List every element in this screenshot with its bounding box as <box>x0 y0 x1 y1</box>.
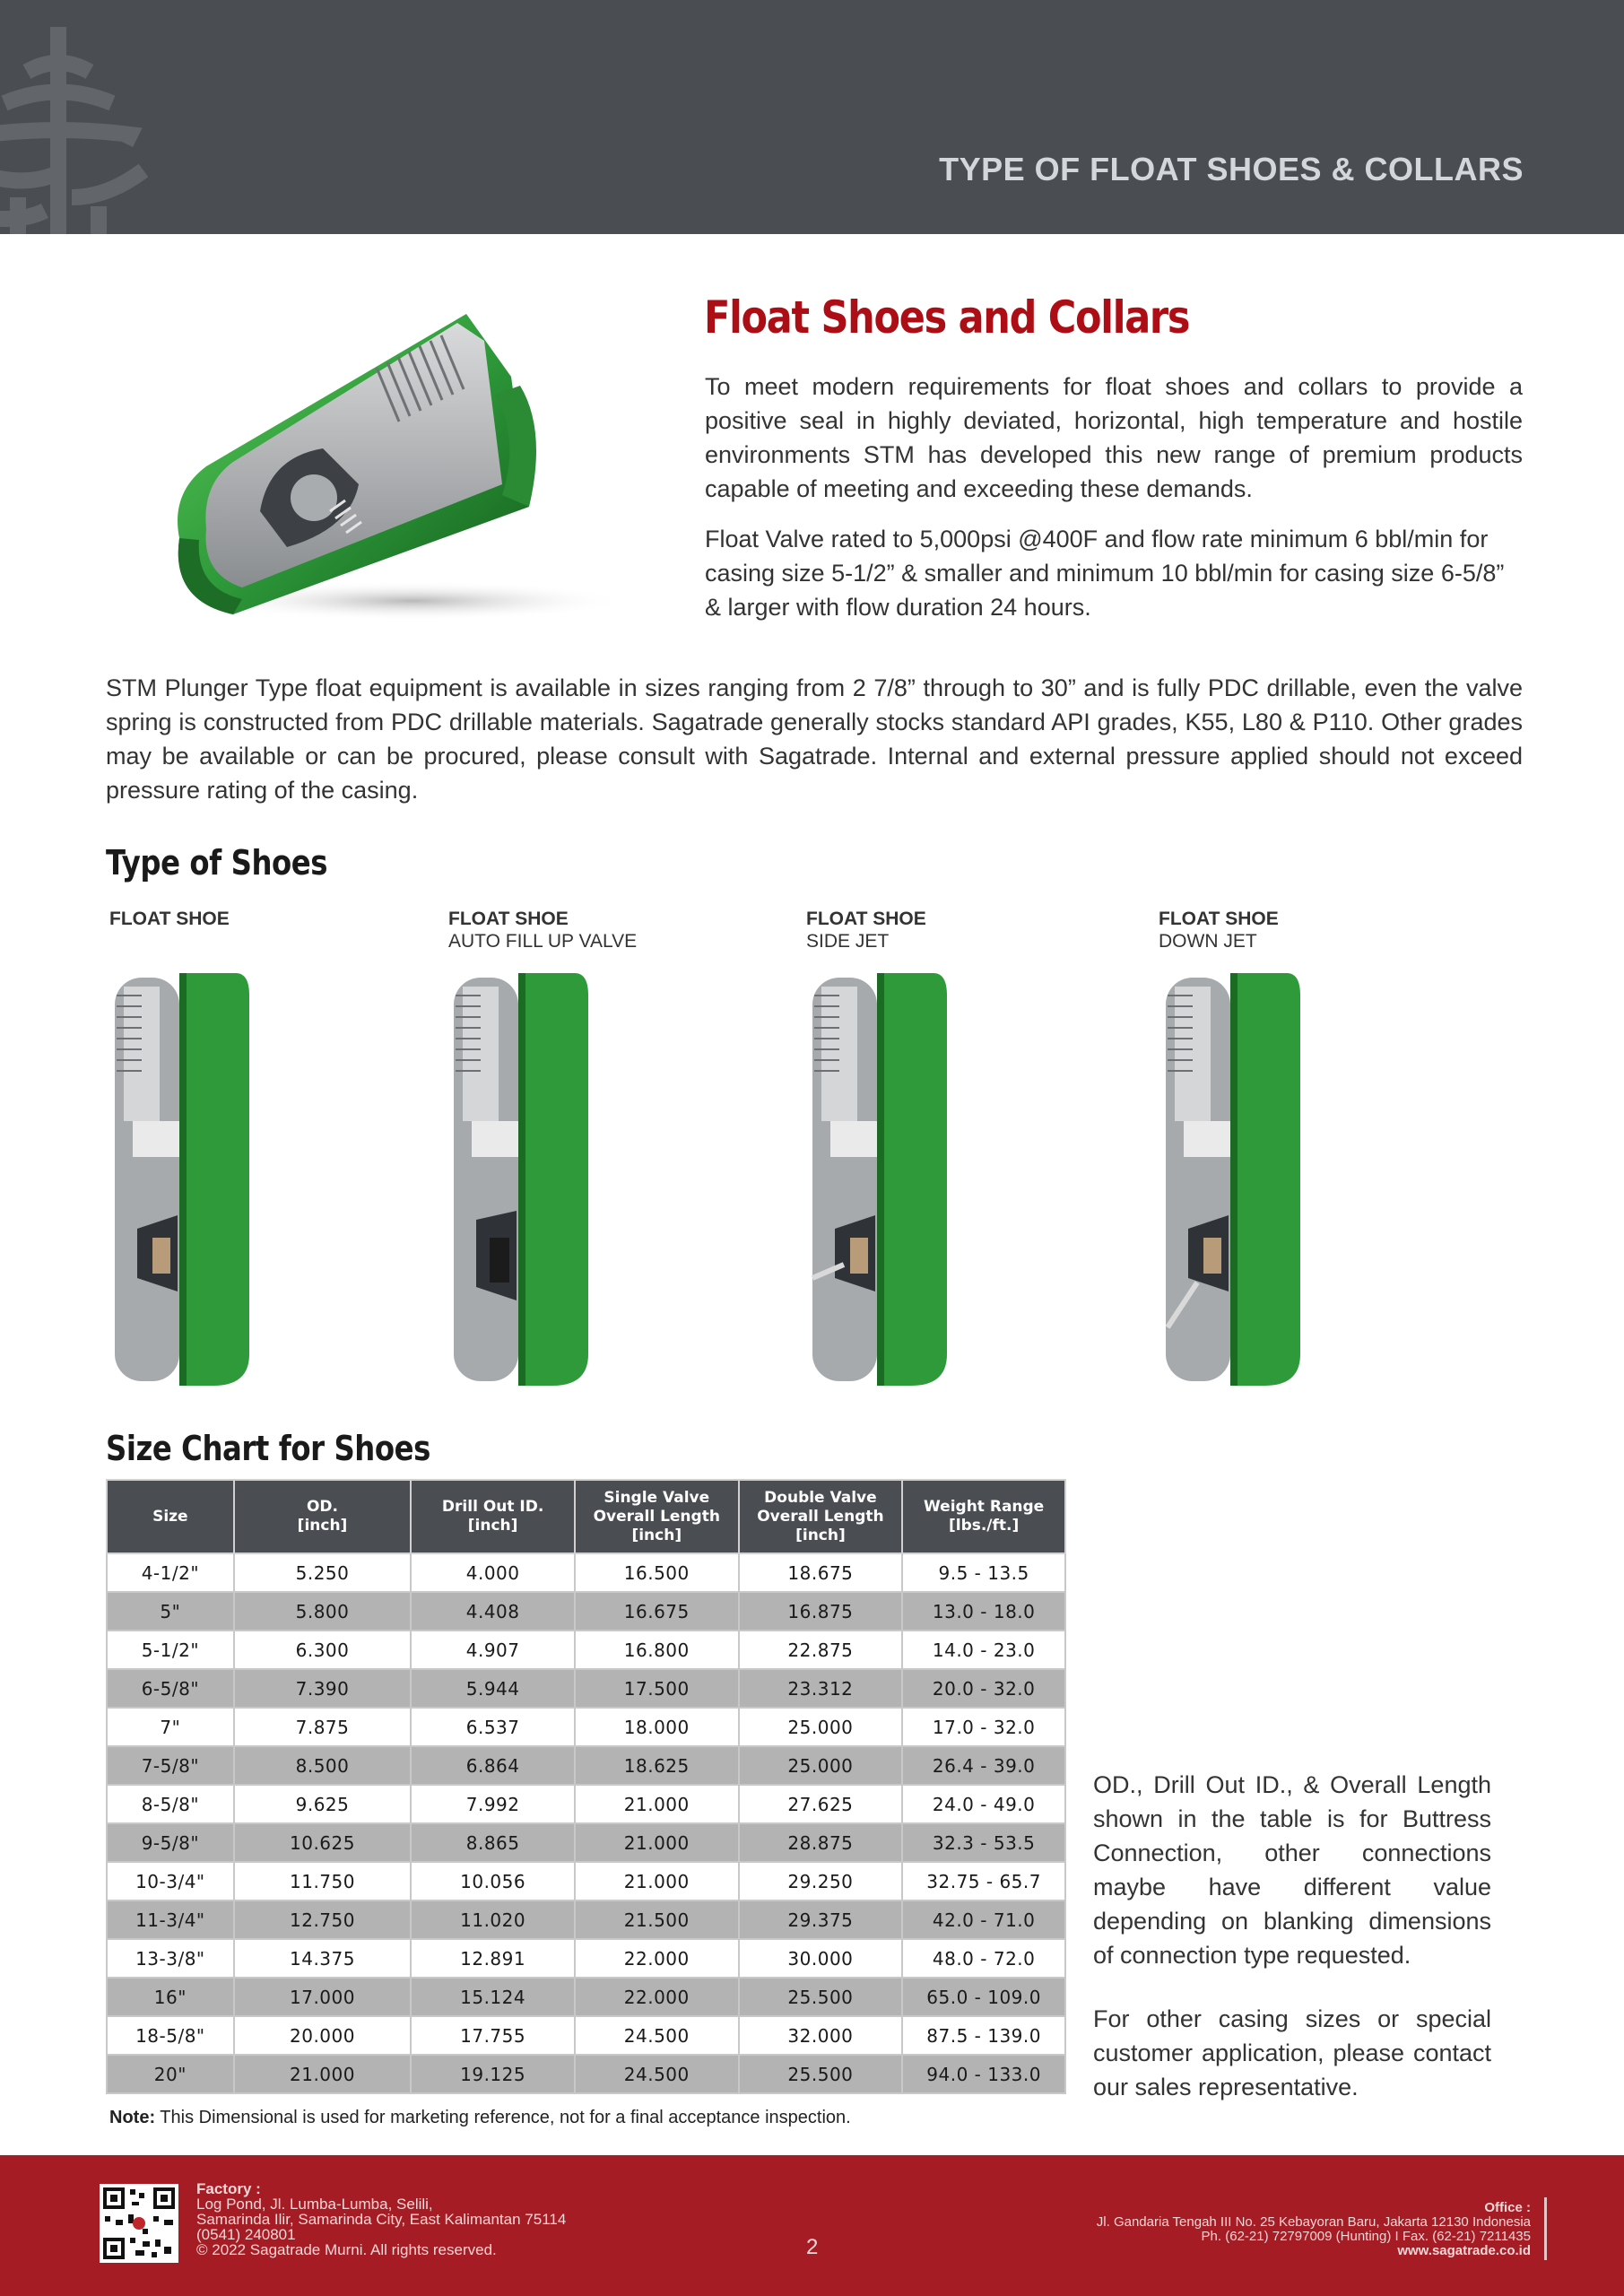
cell-size: 6-5/8" <box>107 1669 234 1708</box>
cell-drill-out-id: 15.124 <box>411 1978 575 2016</box>
column-header-unit: [lbs./ft.] <box>948 1517 1020 1535</box>
cell-weight-range: 87.5 - 139.0 <box>902 2016 1065 2055</box>
column-header-unit: [inch] <box>795 1526 846 1544</box>
cell-double-valve-length: 18.675 <box>739 1553 903 1592</box>
office-phone-fax: Ph. (62-21) 72797009 (Hunting) I Fax. (62-21) 7211435 <box>1201 2229 1531 2244</box>
cell-od: 9.625 <box>234 1785 412 1823</box>
cell-double-valve-length: 25.000 <box>739 1746 903 1785</box>
cell-double-valve-length: 29.250 <box>739 1862 903 1900</box>
cell-od: 14.375 <box>234 1939 412 1978</box>
qr-code-icon <box>100 2184 178 2263</box>
dimensions-side-note: OD., Drill Out ID., & Overall Length shown in the table is for Buttress Connection, other connections maybe have different value depending on blanking dimensions of connection type requested. <box>1093 1771 1491 1969</box>
shoe-type-label: FLOAT SHOE <box>806 909 926 929</box>
note-text: This Dimensional is used for marketing reference, not for a final acceptance inspection. <box>155 2108 851 2127</box>
page-number: 2 <box>806 2235 819 2259</box>
cell-weight-range: 17.0 - 32.0 <box>902 1708 1065 1746</box>
cell-od: 11.750 <box>234 1862 412 1900</box>
cell-drill-out-id: 17.755 <box>411 2016 575 2055</box>
cell-weight-range: 48.0 - 72.0 <box>902 1939 1065 1978</box>
shoe-type-3 <box>806 908 926 953</box>
cell-size: 11-3/4" <box>107 1900 234 1939</box>
cell-weight-range: 32.75 - 65.7 <box>902 1862 1065 1900</box>
cell-od: 5.800 <box>234 1592 412 1631</box>
intro-paragraph-2: Float Valve rated to 5,000psi @400F and flow rate minimum 6 bbl/min for casing size 5-1/2” & smaller and minimum 10 bbl/min for casing size 6-5/8” & larger with flow duration 24 hours. <box>705 526 1505 621</box>
cell-od: 6.300 <box>234 1631 412 1669</box>
column-header-unit: [inch] <box>631 1526 682 1544</box>
column-header-text: Size <box>152 1507 188 1526</box>
cell-size: 7" <box>107 1708 234 1746</box>
cell-size: 20" <box>107 2055 234 2093</box>
cell-drill-out-id: 4.907 <box>411 1631 575 1669</box>
cell-size: 4-1/2" <box>107 1553 234 1592</box>
footer-divider <box>1544 2197 1547 2260</box>
table-row <box>107 1669 1065 1708</box>
cell-weight-range: 9.5 - 13.5 <box>902 1553 1065 1592</box>
column-header-unit: [inch] <box>297 1517 348 1535</box>
column-header-drill-out-id <box>411 1480 575 1553</box>
table-row <box>107 1900 1065 1939</box>
shoe-type-sublabel: DOWN JET <box>1159 931 1257 952</box>
cell-drill-out-id: 10.056 <box>411 1862 575 1900</box>
cell-single-valve-length: 17.500 <box>575 1669 739 1708</box>
cell-drill-out-id: 6.537 <box>411 1708 575 1746</box>
column-header-single-valve-length <box>575 1480 739 1553</box>
contact-side-note: For other casing sizes or special customer application, please contact our sales representative. <box>1093 2005 1491 2100</box>
page-title: Float Shoes and Collars <box>704 291 1190 344</box>
cell-od: 7.875 <box>234 1708 412 1746</box>
shoe-type-label: FLOAT SHOE <box>1159 909 1279 929</box>
column-header-text: OD. <box>306 1498 339 1516</box>
cell-weight-range: 26.4 - 39.0 <box>902 1746 1065 1785</box>
cell-weight-range: 20.0 - 32.0 <box>902 1669 1065 1708</box>
cell-od: 17.000 <box>234 1978 412 2016</box>
cell-double-valve-length: 30.000 <box>739 1939 903 1978</box>
cell-size: 5" <box>107 1592 234 1631</box>
column-header-od <box>234 1480 412 1553</box>
table-row <box>107 1785 1065 1823</box>
cell-double-valve-length: 28.875 <box>739 1823 903 1862</box>
cell-double-valve-length: 29.375 <box>739 1900 903 1939</box>
shoe-type-label: FLOAT SHOE <box>109 909 230 929</box>
table-row <box>107 2016 1065 2055</box>
table-row <box>107 2055 1065 2093</box>
column-header-text: Drill Out ID. <box>441 1498 544 1516</box>
cell-weight-range: 32.3 - 53.5 <box>902 1823 1065 1862</box>
factory-label: Factory : <box>196 2180 261 2197</box>
cell-drill-out-id: 8.865 <box>411 1823 575 1862</box>
shoe-type-sublabel: AUTO FILL UP VALVE <box>448 931 638 952</box>
cell-single-valve-length: 18.000 <box>575 1708 739 1746</box>
cell-weight-range: 24.0 - 49.0 <box>902 1785 1065 1823</box>
cell-size: 8-5/8" <box>107 1785 234 1823</box>
cell-single-valve-length: 18.625 <box>575 1746 739 1785</box>
cell-drill-out-id: 7.992 <box>411 1785 575 1823</box>
office-address-line: Jl. Gandaria Tengah III No. 25 Kebayoran Baru, Jakarta 12130 Indonesia <box>1096 2214 1531 2230</box>
cell-single-valve-length: 21.000 <box>575 1823 739 1862</box>
cell-od: 8.500 <box>234 1746 412 1785</box>
cell-drill-out-id: 6.864 <box>411 1746 575 1785</box>
table-row <box>107 1939 1065 1978</box>
website-link[interactable]: www.sagatrade.co.id <box>1397 2243 1531 2258</box>
note-label: Note: <box>109 2108 156 2127</box>
cell-size: 7-5/8" <box>107 1746 234 1785</box>
cell-drill-out-id: 19.125 <box>411 2055 575 2093</box>
cell-size: 10-3/4" <box>107 1862 234 1900</box>
shoe-type-sublabel: SIDE JET <box>806 931 890 952</box>
table-row <box>107 1823 1065 1862</box>
table-row <box>107 1978 1065 2016</box>
cell-single-valve-length: 21.000 <box>575 1785 739 1823</box>
cell-double-valve-length: 27.625 <box>739 1785 903 1823</box>
office-address-block <box>1097 2201 1531 2258</box>
table-row <box>107 1631 1065 1669</box>
shoe-type-label: FLOAT SHOE <box>448 909 569 929</box>
cell-weight-range: 65.0 - 109.0 <box>902 1978 1065 2016</box>
cell-single-valve-length: 24.500 <box>575 2016 739 2055</box>
cell-od: 21.000 <box>234 2055 412 2093</box>
cell-od: 10.625 <box>234 1823 412 1862</box>
copyright-text: © 2022 Sagatrade Murni. All rights reserved. <box>196 2241 497 2258</box>
shoe-type-1 <box>109 908 230 930</box>
cell-drill-out-id: 11.020 <box>411 1900 575 1939</box>
float-shoe-illustration <box>106 969 258 1390</box>
column-header-unit: [inch] <box>467 1517 518 1535</box>
size-chart-table <box>106 1479 1066 2094</box>
cell-single-valve-length: 21.000 <box>575 1862 739 1900</box>
cell-od: 5.250 <box>234 1553 412 1592</box>
cell-double-valve-length: 25.500 <box>739 2055 903 2093</box>
cell-double-valve-length: 23.312 <box>739 1669 903 1708</box>
page-header <box>0 0 1624 234</box>
table-row <box>107 1708 1065 1746</box>
cell-double-valve-length: 22.875 <box>739 1631 903 1669</box>
auto-fill-up-float-shoe-illustration <box>445 969 597 1390</box>
cell-weight-range: 42.0 - 71.0 <box>902 1900 1065 1939</box>
product-description-paragraph: STM Plunger Type float equipment is available in sizes ranging from 2 7/8” through to 30” and is fully PDC drillable, even the valve spring is constructed from PDC drillable materials. Sagatrade generally stocks standard API grades, K55, L80 & P110. Other grades may be available or can be procured, please consult with Sagatrade. Internal and external pressure applied should not exceed pressure rating of the casing. <box>106 674 1523 804</box>
shoe-type-2 <box>448 908 637 953</box>
cell-size: 18-5/8" <box>107 2016 234 2055</box>
shoe-type-4 <box>1159 908 1279 953</box>
column-header-text: Weight Range <box>924 1498 1045 1516</box>
factory-address-line: Log Pond, Jl. Lumba-Lumba, Selili, <box>196 2196 433 2213</box>
cell-od: 7.390 <box>234 1669 412 1708</box>
cell-single-valve-length: 16.675 <box>575 1592 739 1631</box>
cell-size: 9-5/8" <box>107 1823 234 1862</box>
float-collar-cutaway-illustration <box>152 305 637 646</box>
type-of-shoes-heading: Type of Shoes <box>106 843 328 883</box>
column-header-text: Single Valve <box>604 1488 710 1507</box>
cell-weight-range: 94.0 - 133.0 <box>902 2055 1065 2093</box>
cell-drill-out-id: 12.891 <box>411 1939 575 1978</box>
column-header-weight-range <box>902 1480 1065 1553</box>
factory-address-line: Samarinda Ilir, Samarinda City, East Kalimantan 75114 <box>196 2211 567 2228</box>
cell-double-valve-length: 25.000 <box>739 1708 903 1746</box>
cell-drill-out-id: 4.408 <box>411 1592 575 1631</box>
cell-size: 13-3/8" <box>107 1939 234 1978</box>
side-jet-float-shoe-illustration <box>803 969 956 1390</box>
factory-phone: (0541) 240801 <box>196 2226 296 2243</box>
factory-address-block <box>196 2181 566 2257</box>
cell-drill-out-id: 5.944 <box>411 1669 575 1708</box>
column-header-text: Double Valve <box>764 1488 877 1507</box>
cell-size: 5-1/2" <box>107 1631 234 1669</box>
table-note <box>109 2108 851 2128</box>
cell-od: 12.750 <box>234 1900 412 1939</box>
cell-single-valve-length: 22.000 <box>575 1939 739 1978</box>
header-title: TYPE OF FLOAT SHOES & COLLARS <box>939 151 1524 187</box>
cell-drill-out-id: 4.000 <box>411 1553 575 1592</box>
cell-single-valve-length: 22.000 <box>575 1978 739 2016</box>
cell-single-valve-length: 16.500 <box>575 1553 739 1592</box>
cell-weight-range: 14.0 - 23.0 <box>902 1631 1065 1669</box>
cell-double-valve-length: 25.500 <box>739 1978 903 2016</box>
column-header-double-valve-length <box>739 1480 903 1553</box>
cell-double-valve-length: 32.000 <box>739 2016 903 2055</box>
cell-double-valve-length: 16.875 <box>739 1592 903 1631</box>
column-header-size <box>107 1480 234 1553</box>
table-row <box>107 1592 1065 1631</box>
down-jet-float-shoe-illustration <box>1157 969 1309 1390</box>
cell-od: 20.000 <box>234 2016 412 2055</box>
cell-size: 16" <box>107 1978 234 2016</box>
brand-watermark-logo <box>0 18 233 234</box>
cell-weight-range: 13.0 - 18.0 <box>902 1592 1065 1631</box>
office-label: Office : <box>1484 2200 1531 2215</box>
column-header-text: Overall Length <box>593 1507 720 1526</box>
intro-paragraph-1: To meet modern requirements for float shoes and collars to provide a positive seal in highly deviated, horizontal, high temperature and hostile environments STM has developed this new range of premium products capable of meeting and exceeding these demands. <box>705 373 1523 502</box>
cell-single-valve-length: 21.500 <box>575 1900 739 1939</box>
cell-single-valve-length: 24.500 <box>575 2055 739 2093</box>
table-row <box>107 1862 1065 1900</box>
column-header-text: Overall Length <box>757 1507 884 1526</box>
table-row <box>107 1746 1065 1785</box>
table-header-row <box>107 1480 1065 1553</box>
table-row <box>107 1553 1065 1592</box>
size-chart-heading: Size Chart for Shoes <box>106 1429 430 1468</box>
cell-single-valve-length: 16.800 <box>575 1631 739 1669</box>
